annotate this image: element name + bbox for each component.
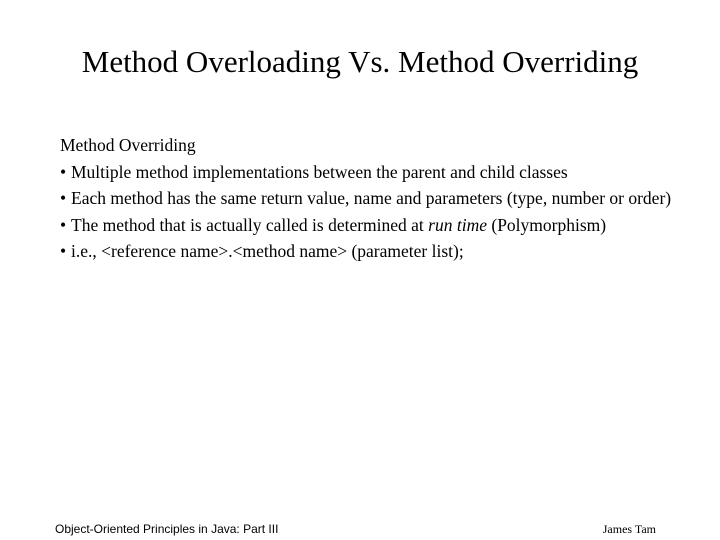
bullet-marker: • <box>60 188 67 208</box>
bullet-marker: • <box>60 214 67 235</box>
bullet-text-part: (Polymorphism) <box>487 214 607 235</box>
bullet-item <box>60 159 690 186</box>
bullet-text: Each method has the same return value, name and parameters (type, number or order) <box>71 188 672 208</box>
emphasis-run-time: run time <box>428 214 487 235</box>
bullet-item <box>60 212 690 239</box>
bullet-item <box>60 238 690 265</box>
bullet-marker: • <box>60 241 67 261</box>
footer-course-title: Object-Oriented Principles in Java: Part III <box>55 522 279 536</box>
bullet-text: i.e., <reference name>.<method name> (parameter list); <box>71 241 464 261</box>
bullet-marker: • <box>60 161 67 182</box>
slide-body <box>60 132 690 265</box>
bullet-list <box>60 159 690 265</box>
bullet-text-part: The method that is actually called is determined at <box>71 214 429 235</box>
bullet-text: Multiple method implementations between the parent and child classes <box>71 161 568 182</box>
footer-author: James Tam <box>602 522 656 536</box>
bullet-item <box>60 185 690 212</box>
section-heading: Method Overriding <box>60 135 196 155</box>
bullet-text <box>71 212 690 239</box>
slide-title: Method Overloading Vs. Method Overriding <box>81 44 639 79</box>
